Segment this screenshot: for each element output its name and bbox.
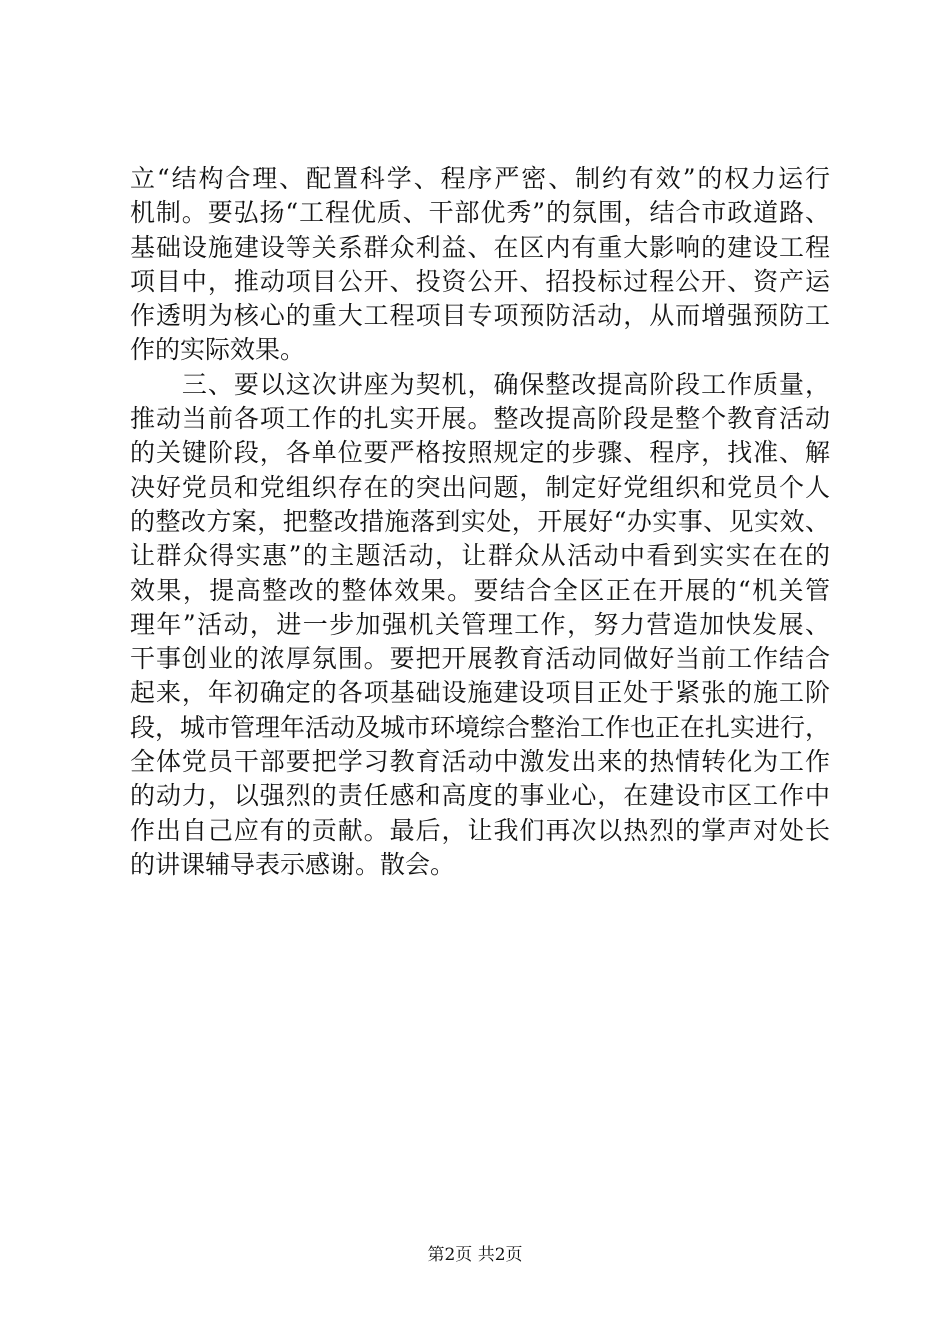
text-line: 作透明为核心的重大工程项目专项预防活动，从而增强预防工 [130,301,830,331]
text-line: 基础设施建设等关系群众利益、在区内有重大影响的建设工程 [130,232,830,262]
text-line: 决好党员和党组织存在的突出问题，制定好党组织和党员个人 [130,472,830,502]
text-line: 干事创业的浓厚氛围。要把开展教育活动同做好当前工作结合 [130,644,830,674]
text-line: 的整改方案，把整改措施落到实处，开展好“办实事、见实效、 [130,506,830,536]
text-line: 起来，年初确定的各项基础设施建设项目正处于紧张的施工阶 [130,678,830,708]
text-line: 推动当前各项工作的扎实开展。整改提高阶段是整个教育活动 [130,404,830,434]
body-text [130,162,830,882]
text-line: 三、要以这次讲座为契机，确保整改提高阶段工作质量， [130,369,830,399]
page-number-footer: 第2页 共2页 [427,1245,523,1265]
text-line: 效果，提高整改的整体效果。要结合全区正在开展的“机关管 [130,575,830,605]
text-line: 机制。要弘扬“工程优质、干部优秀”的氛围，结合市政道路、 [130,198,830,228]
text-line: 理年”活动，进一步加强机关管理工作，努力营造加快发展、 [130,609,830,639]
text-line: 的动力，以强烈的责任感和高度的事业心，在建设市区工作中 [130,781,830,811]
text-line: 作的实际效果。 [130,335,306,365]
text-line: 作出自己应有的贡献。最后，让我们再次以热烈的掌声对处长 [130,815,830,845]
text-line: 的关键阶段，各单位要严格按照规定的步骤、程序，找准、解 [130,438,830,468]
text-line: 全体党员干部要把学习教育活动中激发出来的热情转化为工作 [130,747,830,777]
text-line: 让群众得实惠”的主题活动，让群众从活动中看到实实在在的 [130,541,830,571]
text-line: 立“结构合理、配置科学、程序严密、制约有效”的权力运行 [130,164,830,193]
text-line: 段，城市管理年活动及城市环境综合整治工作也正在扎实进行， [130,712,831,742]
text-line: 的讲课辅导表示感谢。散会。 [130,849,456,879]
text-line: 项目中，推动项目公开、投资公开、招投标过程公开、资产运 [130,266,830,296]
